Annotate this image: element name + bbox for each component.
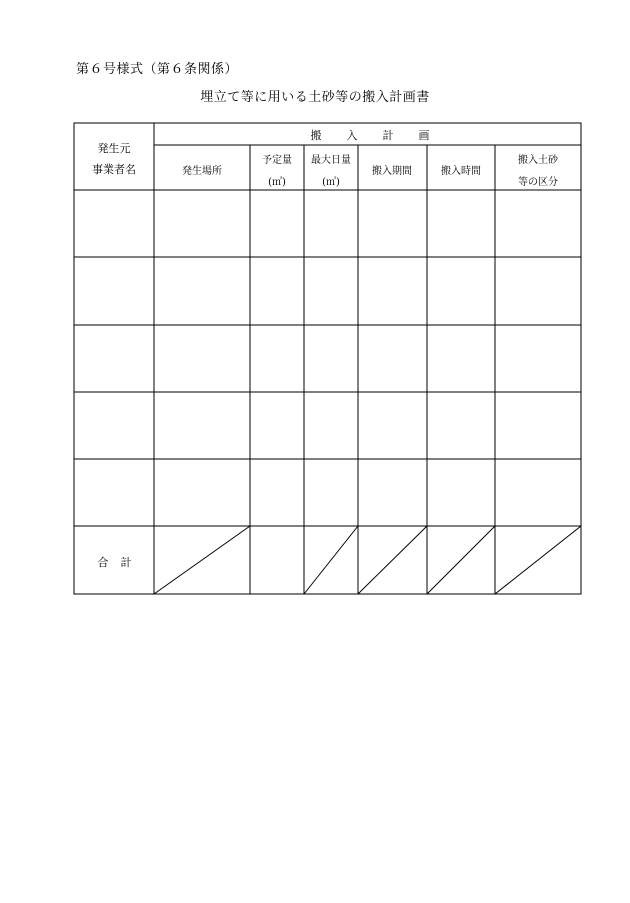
form-number-label: 第６号様式（第６条関係） <box>76 62 239 77</box>
source-header-line2: 事業者名 <box>92 163 136 176</box>
plan-header-char: 計 <box>382 129 394 142</box>
max-daily-unit: (㎥) <box>322 177 340 188</box>
total-label-char: 計 <box>120 556 132 569</box>
total-period-strike <box>358 526 427 594</box>
planned-amount-unit: (㎥) <box>268 177 286 188</box>
plan-header-char: 搬 <box>310 129 322 142</box>
total-maxdaily-strike <box>304 526 358 594</box>
source-header-line1: 発生元 <box>97 142 131 155</box>
max-daily-header: 最大日量 <box>311 155 351 166</box>
soil-category-header: 搬入土砂 <box>518 155 558 166</box>
table-border <box>74 123 581 594</box>
document-title: 埋立て等に用いる土砂等の搬入計画書 <box>200 90 430 105</box>
total-label-char: 合 <box>97 556 109 569</box>
total-category-strike <box>495 526 581 594</box>
delivery-period-header: 搬入期間 <box>372 166 412 177</box>
plan-header-char: 入 <box>346 129 358 142</box>
soil-category-header-line2: 等の区分 <box>518 177 558 188</box>
delivery-hours-header: 搬入時間 <box>441 166 481 177</box>
planned-amount-header: 予定量 <box>262 155 292 166</box>
location-header: 発生場所 <box>182 166 222 177</box>
total-location-strike <box>154 526 250 594</box>
plan-header-char: 画 <box>418 129 430 142</box>
total-hours-strike <box>427 526 495 594</box>
